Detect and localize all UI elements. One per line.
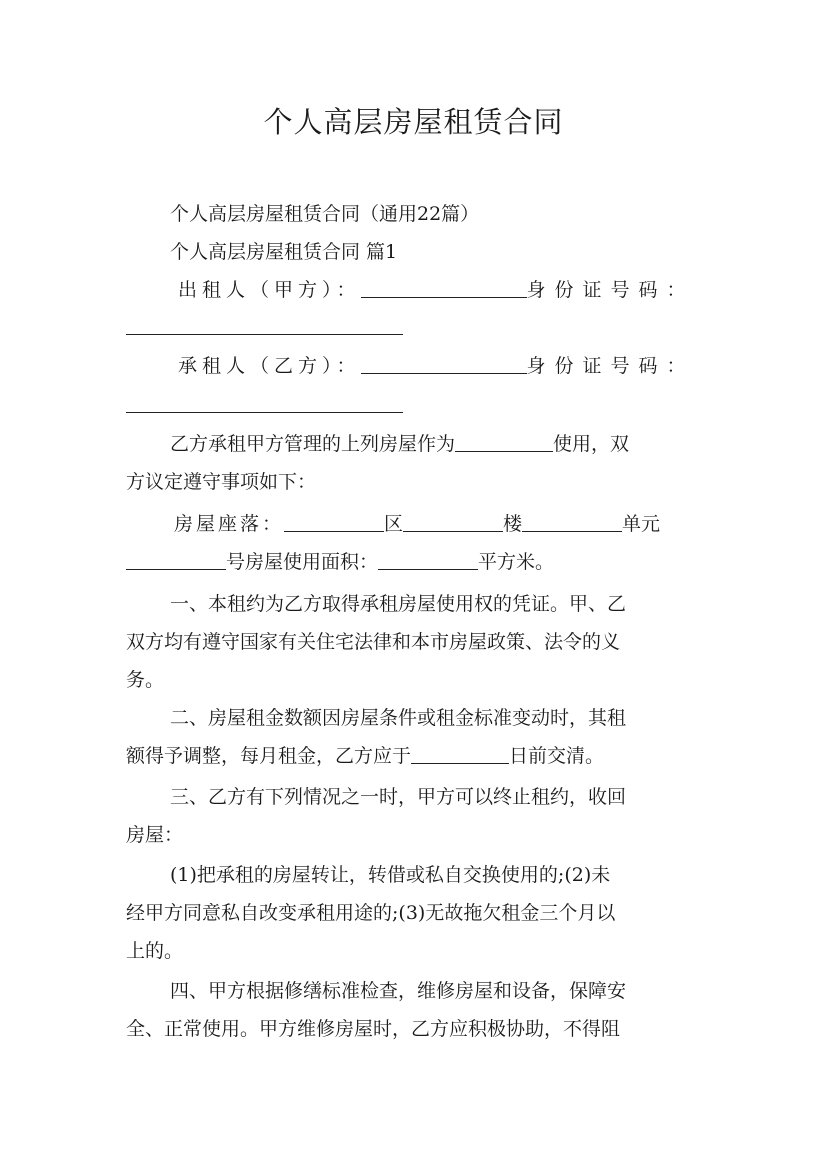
- usage-line-1: [170, 425, 701, 463]
- clause1-line-1: 一、本租约为乙方取得承租房屋使用权的凭证。甲、乙: [170, 593, 627, 615]
- document-subtitle: 个人高层房屋租赁合同（通用22篇）: [170, 203, 480, 225]
- clause3-line-1: 三、乙方有下列情况之一时，甲方可以终止租约，收回: [170, 786, 627, 808]
- usage-line-2: 方议定遵守事项如下：: [126, 471, 317, 493]
- clause2-text-a: 额得予调整，每月租金，乙方应于: [126, 745, 412, 767]
- clause2-blank: [411, 762, 509, 764]
- usage-text-2: 使用，双: [553, 433, 630, 455]
- lessor-name-blank: [361, 296, 527, 298]
- chapter-heading: 个人高层房屋租赁合同 篇1: [170, 241, 398, 263]
- lessee-id-blank: [126, 411, 403, 413]
- clause4-line-1: 四、甲方根据修缮标准检查，维修房屋和设备，保障安: [170, 980, 627, 1002]
- clause3-items-line-2: 经甲方同意私自改变承租用途的;(3)无故拖欠租金三个月以: [126, 902, 616, 924]
- lessor-line: [178, 271, 701, 309]
- clause3-items-line-1: (1)把承租的房屋转让，转借或私自交换使用的;(2)未: [170, 864, 611, 886]
- clause3-line-2: 房屋：: [126, 824, 184, 846]
- page-title: 个人高层房屋租赁合同: [263, 105, 564, 139]
- location-blank-5: [378, 568, 478, 570]
- lessee-name-blank: [361, 372, 527, 374]
- location-blank-3: [522, 530, 622, 532]
- lessor-id-blank: [126, 333, 403, 335]
- clause3-items-line-3: 上的。: [126, 940, 184, 962]
- district-label: 区: [384, 513, 404, 535]
- sqm-label: 平方米。: [478, 551, 555, 573]
- clause2-line-2: [126, 737, 701, 775]
- clause4-line-2: 全、正常使用。甲方维修房屋时，乙方应积极协助，不得阻: [126, 1018, 621, 1040]
- location-blank-4: [126, 568, 226, 570]
- location-label: 房屋座落：: [174, 513, 285, 535]
- unit-label: 单元: [622, 513, 661, 535]
- lessee-line: [178, 347, 701, 385]
- clause1-line-2: 双方均有遵守国家有关住宅法律和本市房屋政策、法令的义: [126, 631, 621, 653]
- lessee-id-label: 身份证号码：: [526, 355, 695, 377]
- room-label: 号房屋使用面积：: [226, 551, 379, 573]
- building-label: 楼: [503, 513, 523, 535]
- lessee-label: 承租人（乙方）：: [178, 355, 361, 377]
- usage-blank: [455, 450, 553, 452]
- location-line-2: [126, 543, 701, 581]
- clause1-line-3: 务。: [126, 669, 165, 691]
- location-blank-1: [284, 530, 384, 532]
- usage-text-1: 乙方承租甲方管理的上列房屋作为: [170, 433, 456, 455]
- location-blank-2: [403, 530, 503, 532]
- clause2-text-b: 日前交清。: [509, 745, 605, 767]
- location-line-1: [174, 505, 701, 543]
- lessor-id-label: 身份证号码：: [526, 279, 695, 301]
- clause2-line-1: 二、房屋租金数额因房屋条件或租金标准变动时，其租: [170, 707, 627, 729]
- lessor-label: 出租人（甲方）：: [178, 279, 361, 301]
